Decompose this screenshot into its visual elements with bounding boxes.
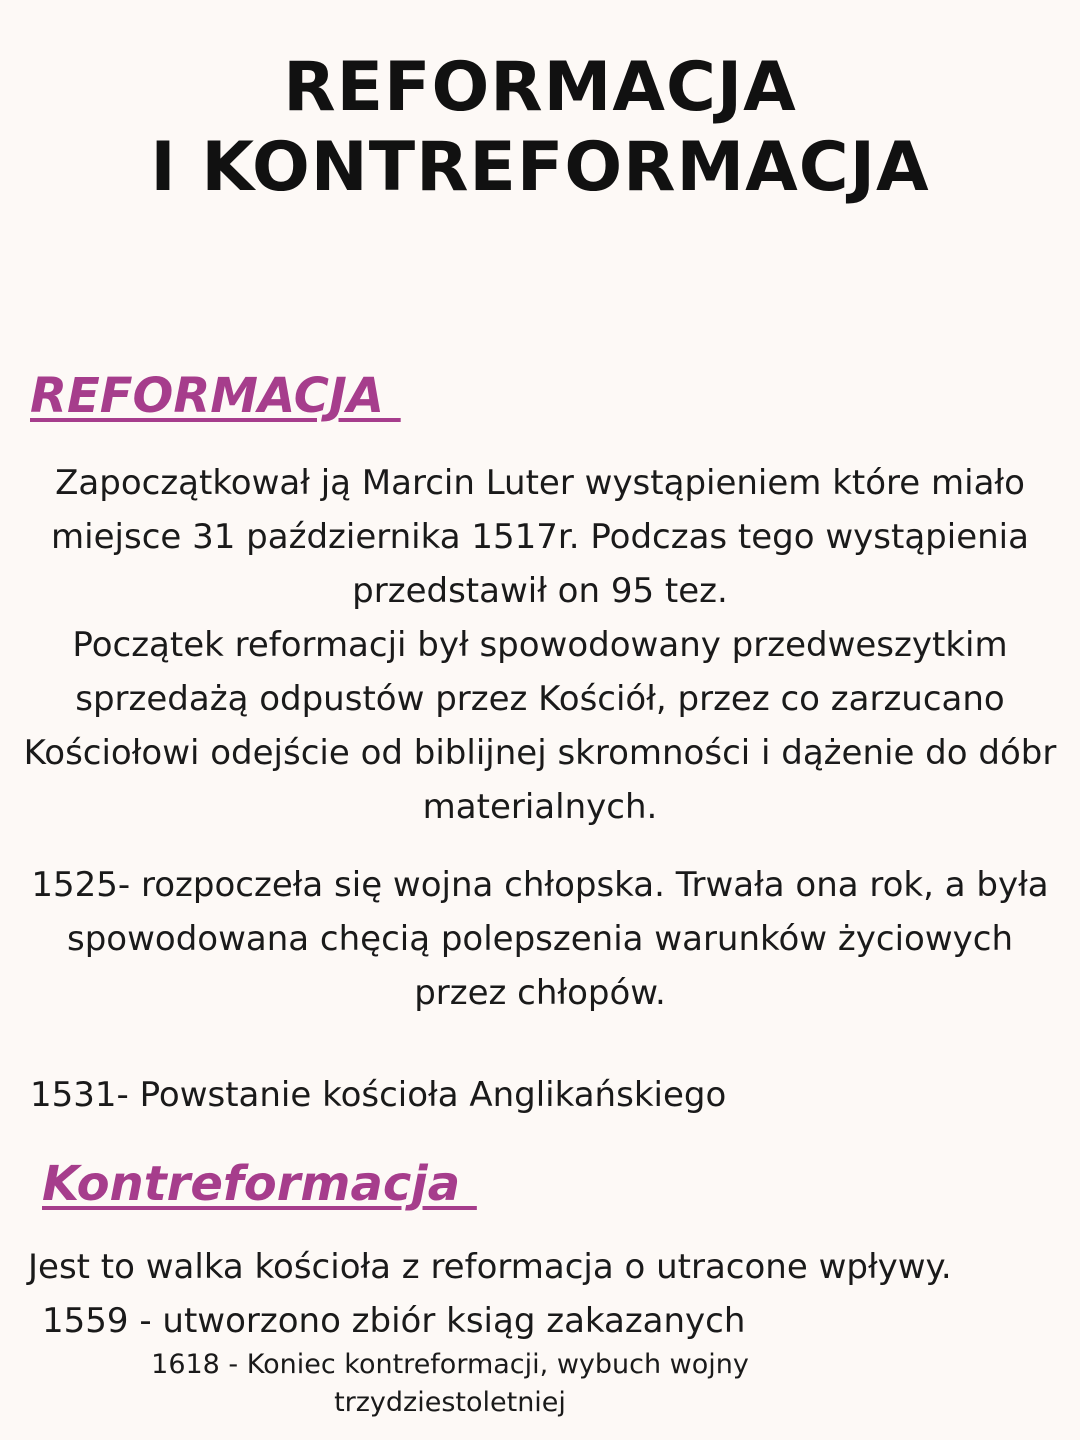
kontreformacja-heading: Kontreformacja (42, 1156, 477, 1212)
page-title-line-1: REFORMACJA (283, 48, 797, 127)
event-1531-paragraph: 1531- Powstanie kościoła Anglikańskiego (30, 1075, 727, 1115)
page-title (0, 48, 1080, 208)
event-1618-paragraph: 1618 - Koniec kontreformacji, wybuch wojny trzydziestoletniej (151, 1349, 749, 1418)
reformacja-intro-paragraph: Zapoczątkował ją Marcin Luter wystąpieniem które miało miejsce 31 października 1517r. Podczas tego wystąpienia przedstawił on 95 tez. (51, 463, 1029, 611)
reformacja-causes-paragraph: Początek reformacji był spowodowany przedweszytkim sprzedażą odpustów przez Kościół, przez co zarzucano Kościołowi odejście od biblijnej skromności i dążenie do dóbr materialnych. (23, 625, 1057, 827)
event-1525-paragraph: 1525- rozpoczeła się wojna chłopska. Trwała ona rok, a była spowodowana chęcią polepszenia warunków życiowych przez chłopów. (31, 865, 1049, 1013)
event-1559-paragraph: 1559 - utworzono zbiór ksiąg zakazanych (42, 1301, 746, 1341)
reformacja-heading: REFORMACJA (30, 368, 401, 424)
page-title-line-2: I KONTREFORMACJA (150, 128, 930, 207)
kontreformacja-definition: Jest to walka kościoła z reformacja o utracone wpływy. (28, 1247, 952, 1287)
